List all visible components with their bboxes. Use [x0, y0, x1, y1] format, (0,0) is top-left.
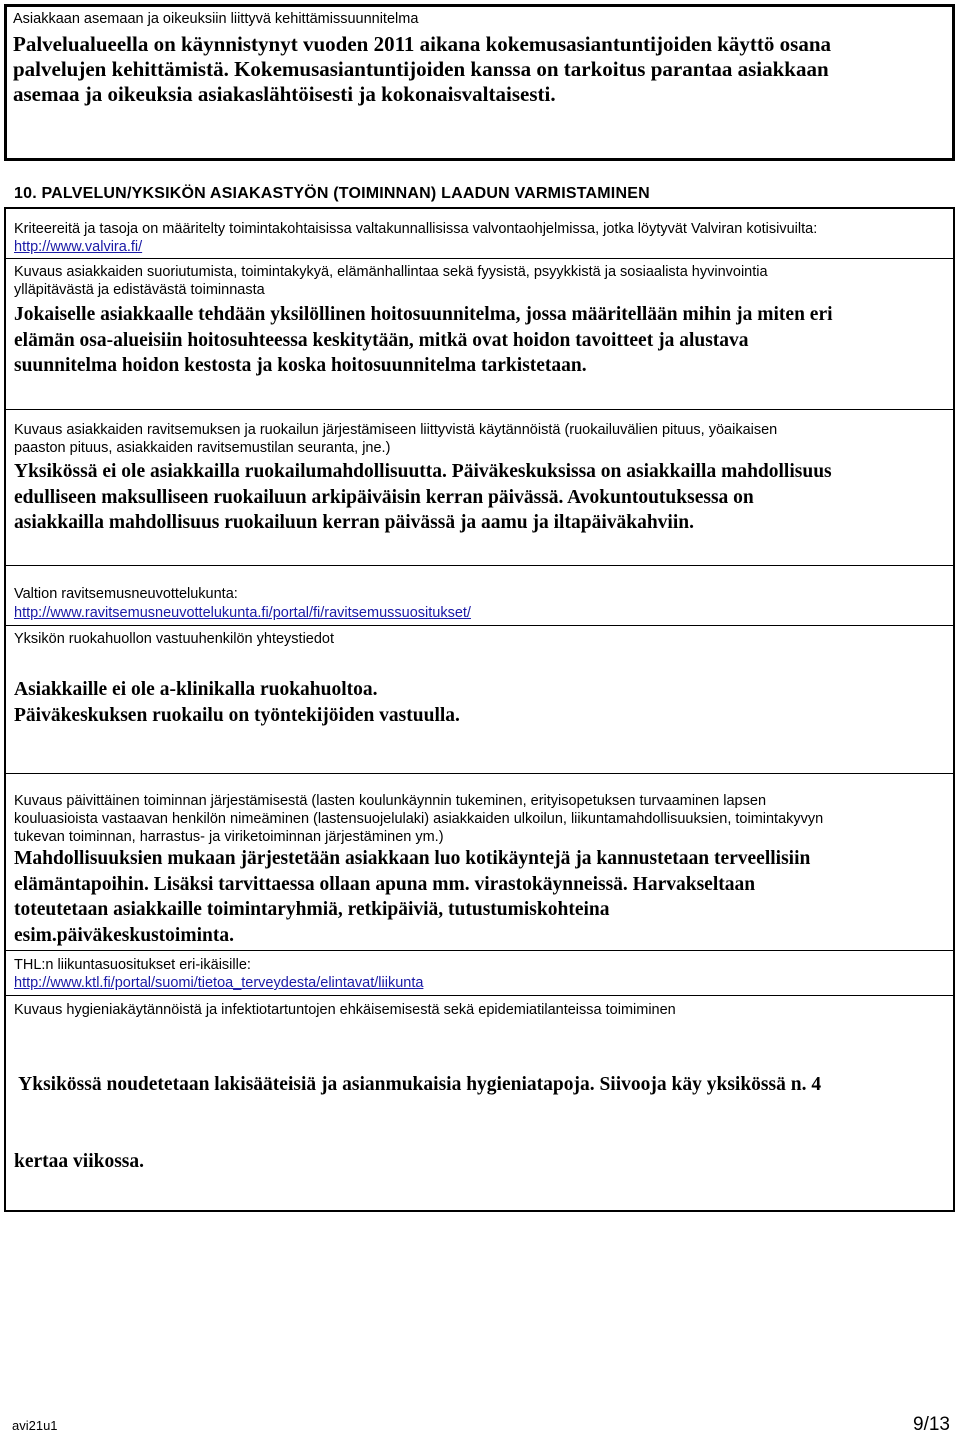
thl-link[interactable]: http://www.ktl.fi/portal/suomi/tietoa_terveydesta/elintavat/liikunta	[14, 975, 424, 991]
nutrition-council-link-row	[14, 604, 944, 622]
answer-line: Yksikössä ei ole asiakkailla ruokailumahdollisuutta. Päiväkeskuksissa on asiakkailla mahdollisuus	[14, 461, 832, 482]
prompt-line: kouluasioista vastaavan henkilön nimeäminen (lastensuojelulaki) asiakkaiden ulkoilun, liikuntamahdollisuuksien, toimintakyvyn	[14, 811, 824, 827]
divider	[6, 625, 953, 626]
development-plan-text	[13, 32, 913, 107]
answer-line: Yksikössä noudetetaan lakisääteisiä ja asianmukaisia hygieniatapoja. Siivooja käy yksikössä n. 4	[14, 1074, 822, 1095]
divider	[6, 565, 953, 566]
functioning-answer	[14, 302, 949, 379]
functioning-prompt	[14, 263, 944, 299]
activity-answer	[14, 846, 949, 948]
prompt-line: tukevan toiminnan, harrastus- ja viriketoiminnan järjestäminen ym.)	[14, 829, 444, 845]
prompt-line: Kuvaus asiakkaiden ravitsemuksen ja ruokailun järjestämiseen liittyvistä käytännöistä (ruokailuvälien pituus, yöaikaisen	[14, 422, 778, 438]
activity-prompt	[14, 792, 944, 846]
divider	[6, 258, 953, 259]
thl-link-row	[14, 974, 944, 992]
answer-line: toteutetaan asiakkaille toimintaryhmiä, retkipäiviä, tutustumiskohteina	[14, 899, 610, 920]
answer-line: asiakkailla mahdollisuus ruokailuun kerran päivässä ja aamu ja iltapäiväkahviin.	[14, 512, 694, 533]
answer-line: kertaa viikossa.	[14, 1150, 145, 1172]
answer-line: edulliseen maksulliseen ruokailuun arkipäiväisin kerran päivässä. Avokuntoutuksessa on	[14, 486, 754, 508]
thl-label: THL:n liikuntasuositukset eri-ikäisille:	[14, 957, 251, 973]
answer-line: esim.päiväkeskustoiminta.	[14, 924, 234, 946]
prompt-line: Kuvaus päivittäinen toiminnan järjestämisestä (lasten koulunkäynnin tukeminen, erityisopetuksen turvaaminen lapsen	[14, 793, 767, 809]
divider	[6, 950, 953, 951]
quality-assurance-box	[4, 207, 955, 1212]
page-number: 9/13	[913, 1414, 950, 1435]
criteria-link-row	[14, 238, 944, 256]
text-line: asemaa ja oikeuksia asiakaslähtöisesti ja kokonaisvaltaisesti.	[13, 82, 556, 106]
answer-line: Mahdollisuuksien mukaan järjestetään asiakkaan luo kotikäyntejä ja kannustetaan terveellisiin	[14, 848, 811, 869]
development-plan-box	[4, 4, 955, 161]
answer-line: elämäntapoihin. Lisäksi tarvittaessa ollaan apuna mm. virastokäynneissä. Harvakseltaan	[14, 873, 756, 895]
divider	[6, 409, 953, 410]
prompt-line: ylläpitävästä ja edistävästä toiminnasta	[14, 282, 265, 298]
document-code: avi21u1	[12, 1418, 58, 1433]
valvira-link[interactable]: http://www.valvira.fi/	[14, 239, 143, 255]
nutrition-prompt	[14, 421, 944, 457]
answer-line: suunnitelma hoidon kestosta ja koska hoitosuunnitelma tarkistetaan.	[14, 355, 587, 376]
answer-line: Asiakkaille ei ole a-klinikalla ruokahuoltoa.	[14, 679, 378, 700]
prompt-line: Kuvaus asiakkaiden suoriutumista, toimintakykyä, elämänhallintaa sekä fyysistä, psyykkistä ja sosiaalista hyvinvointia	[14, 264, 768, 280]
answer-line: elämän osa-alueisiin hoitosuhteessa keskitytään, mitkä ovat hoidon tavoitteet ja alustava	[14, 329, 749, 351]
text-line: palvelujen kehittämistä. Kokemusasiantuntijoiden kanssa on tarkoitus parantaa asiakkaan	[13, 57, 829, 81]
food-contact-answer	[14, 677, 949, 728]
hygiene-answer	[14, 1021, 949, 1225]
development-plan-caption: Asiakkaan asemaan ja oikeuksiin liittyvä kehittämissuunnitelma	[13, 11, 419, 27]
nutrition-council-link[interactable]: http://www.ravitsemusneuvottelukunta.fi/portal/fi/ravitsemussuositukset/	[14, 605, 471, 621]
prompt-line: paaston pituus, asiakkaiden ravitsemustilan seuranta, jne.)	[14, 440, 391, 456]
food-contact-label: Yksikön ruokahuollon vastuuhenkilön yhteystiedot	[14, 631, 335, 647]
hygiene-prompt: Kuvaus hygieniakäytännöistä ja infektiotartuntojen ehkäisemisestä sekä epidemiatilanteissa toimiminen	[14, 1002, 676, 1018]
answer-line: Jokaiselle asiakkaalle tehdään yksilöllinen hoitosuunnitelma, jossa määritellään mihin ja miten eri	[14, 304, 833, 325]
divider	[6, 995, 953, 996]
divider	[6, 773, 953, 774]
text-line: Palvelualueella on käynnistynyt vuoden 2011 aikana kokemusasiantuntijoiden käyttö osana	[13, 32, 832, 56]
nutrition-answer	[14, 459, 949, 536]
criteria-text: Kriteereitä ja tasoja on määritelty toimintakohtaisissa valtakunnallisissa valvontaohjelmissa, jotka löytyvät Valviran kotisivuilta:	[14, 221, 818, 237]
answer-line: Päiväkeskuksen ruokailu on työntekijöiden vastuulla.	[14, 704, 460, 726]
nutrition-council-label: Valtion ravitsemusneuvottelukunta:	[14, 586, 238, 602]
section-heading: 10. PALVELUN/YKSIKÖN ASIAKASTYÖN (TOIMINNAN) LAADUN VARMISTAMINEN	[14, 185, 650, 202]
